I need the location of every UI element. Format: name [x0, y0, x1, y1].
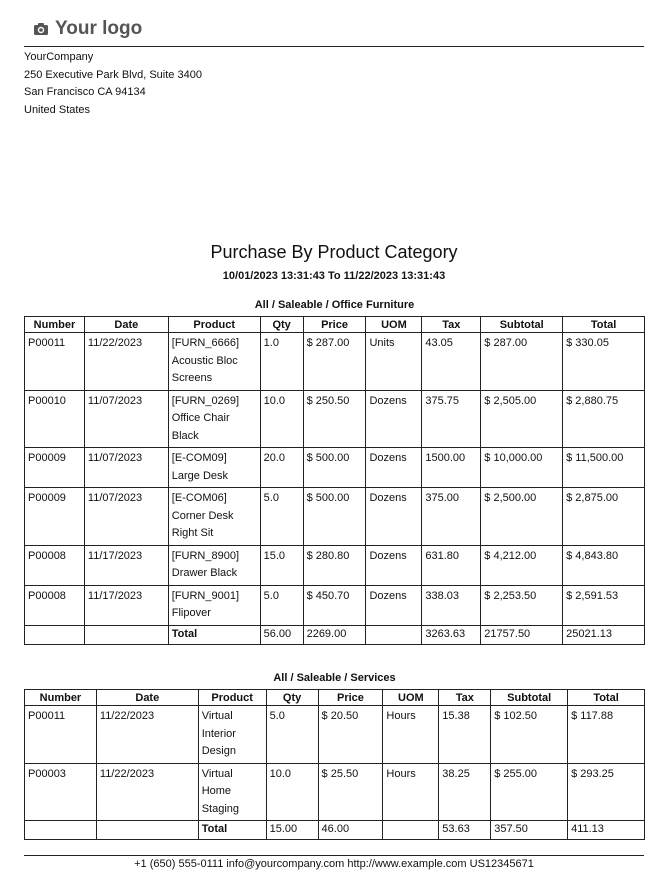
table-row: [25, 545, 645, 585]
totals-price: 46.00: [318, 821, 383, 840]
cell-qty: 20.0: [260, 448, 303, 488]
totals-row: [25, 625, 645, 644]
cell-total: $ 2,880.75: [563, 390, 645, 448]
totals-qty: 56.00: [260, 625, 303, 644]
cell-empty: [25, 625, 85, 644]
totals-total: 411.13: [568, 821, 645, 840]
table-row: [25, 706, 645, 764]
cell-subtotal: $ 2,500.00: [481, 488, 563, 546]
table-header-row: [25, 690, 645, 706]
cell-subtotal: $ 2,253.50: [481, 585, 563, 625]
totals-tax: 53.63: [439, 821, 491, 840]
cell-subtotal: $ 287.00: [481, 333, 563, 391]
cell-qty: 5.0: [260, 488, 303, 546]
company-name: YourCompany: [24, 51, 94, 63]
cell-empty: [84, 625, 168, 644]
cell-tax: 1500.00: [422, 448, 481, 488]
cell-number: P00008: [25, 585, 85, 625]
cell-total: $ 2,875.00: [563, 488, 645, 546]
cell-number: P00009: [25, 448, 85, 488]
cell-number: P00009: [25, 488, 85, 546]
cell-number: P00011: [25, 706, 97, 764]
cell-product: [FURN_0269] Office Chair Black: [168, 390, 260, 448]
col-price-header: Price: [303, 317, 366, 333]
col-number-header: Number: [25, 690, 97, 706]
col-uom-header: UOM: [366, 317, 422, 333]
cell-product: [E-COM06] Corner Desk Right Sit: [168, 488, 260, 546]
cell-uom: Dozens: [366, 585, 422, 625]
cell-total: $ 2,591.53: [563, 585, 645, 625]
cell-date: 11/07/2023: [84, 448, 168, 488]
cell-total: $ 11,500.00: [563, 448, 645, 488]
col-date-header: Date: [96, 690, 198, 706]
cell-price: $ 20.50: [318, 706, 383, 764]
col-total-header: Total: [563, 317, 645, 333]
cell-product: [FURN_9001] Flipover: [168, 585, 260, 625]
cell-tax: 38.25: [439, 763, 491, 821]
category-heading: All / Saleable / Services: [273, 672, 396, 684]
cell-empty: [25, 821, 97, 840]
footer-divider: [24, 855, 644, 856]
col-subtotal-header: Subtotal: [491, 690, 568, 706]
cell-number: P00011: [25, 333, 85, 391]
totals-row: [25, 821, 645, 840]
report-title: Purchase By Product Category: [210, 242, 458, 262]
cell-subtotal: $ 102.50: [491, 706, 568, 764]
cell-number: P00010: [25, 390, 85, 448]
totals-tax: 3263.63: [422, 625, 481, 644]
cell-qty: 10.0: [266, 763, 318, 821]
cell-tax: 15.38: [439, 706, 491, 764]
cell-subtotal: $ 255.00: [491, 763, 568, 821]
company-address: [24, 49, 202, 119]
col-date-header: Date: [84, 317, 168, 333]
cell-price: $ 25.50: [318, 763, 383, 821]
col-product-header: Product: [198, 690, 266, 706]
cell-date: 11/17/2023: [84, 545, 168, 585]
cell-price: $ 280.80: [303, 545, 366, 585]
cell-subtotal: $ 10,000.00: [481, 448, 563, 488]
totals-label: Total: [168, 625, 260, 644]
cell-date: 11/22/2023: [96, 706, 198, 764]
cell-uom: Hours: [383, 706, 439, 764]
cell-product: [FURN_8900] Drawer Black: [168, 545, 260, 585]
camera-icon: [33, 21, 49, 37]
table-row: [25, 488, 645, 546]
table-row: [25, 333, 645, 391]
totals-label: Total: [198, 821, 266, 840]
cell-price: $ 250.50: [303, 390, 366, 448]
totals-subtotal: 21757.50: [481, 625, 563, 644]
col-tax-header: Tax: [439, 690, 491, 706]
cell-price: $ 500.00: [303, 448, 366, 488]
footer-contact: +1 (650) 555-0111 info@yourcompany.com http://www.example.com US12345671: [134, 858, 534, 870]
company-street: 250 Executive Park Blvd, Suite 3400: [24, 68, 202, 81]
table-row: [25, 390, 645, 448]
cell-tax: 338.03: [422, 585, 481, 625]
cell-empty: [383, 821, 439, 840]
totals-qty: 15.00: [266, 821, 318, 840]
cell-uom: Units: [366, 333, 422, 391]
cell-date: 11/07/2023: [84, 390, 168, 448]
col-subtotal-header: Subtotal: [481, 317, 563, 333]
cell-date: 11/22/2023: [96, 763, 198, 821]
cell-total: $ 4,843.80: [563, 545, 645, 585]
col-total-header: Total: [568, 690, 645, 706]
cell-uom: Dozens: [366, 545, 422, 585]
cell-subtotal: $ 2,505.00: [481, 390, 563, 448]
report-date-range: 10/01/2023 13:31:43 To 11/22/2023 13:31:43: [222, 270, 446, 282]
table-row: [25, 448, 645, 488]
cell-qty: 1.0: [260, 333, 303, 391]
logo-text: Your logo: [55, 18, 143, 39]
table-row: [25, 585, 645, 625]
cell-tax: 375.75: [422, 390, 481, 448]
cell-number: P00003: [25, 763, 97, 821]
category-table: [24, 316, 645, 645]
cell-number: P00008: [25, 545, 85, 585]
col-qty-header: Qty: [260, 317, 303, 333]
cell-total: $ 293.25: [568, 763, 645, 821]
cell-subtotal: $ 4,212.00: [481, 545, 563, 585]
table-row: [25, 763, 645, 821]
col-price-header: Price: [318, 690, 383, 706]
cell-product: [E-COM09] Large Desk: [168, 448, 260, 488]
totals-subtotal: 357.50: [491, 821, 568, 840]
col-product-header: Product: [168, 317, 260, 333]
cell-empty: [96, 821, 198, 840]
cell-product: Virtual Home Staging: [198, 763, 266, 821]
cell-price: $ 450.70: [303, 585, 366, 625]
col-uom-header: UOM: [383, 690, 439, 706]
totals-total: 25021.13: [563, 625, 645, 644]
cell-price: $ 500.00: [303, 488, 366, 546]
cell-total: $ 117.88: [568, 706, 645, 764]
cell-tax: 375.00: [422, 488, 481, 546]
company-logo: [33, 18, 142, 40]
category-table: [24, 689, 645, 840]
cell-qty: 5.0: [260, 585, 303, 625]
header-divider: [24, 46, 644, 47]
company-country: United States: [24, 103, 91, 116]
cell-tax: 631.80: [422, 545, 481, 585]
col-tax-header: Tax: [422, 317, 481, 333]
totals-price: 2269.00: [303, 625, 366, 644]
company-city: San Francisco CA 94134: [24, 86, 146, 98]
col-qty-header: Qty: [266, 690, 318, 706]
cell-product: [FURN_6666] Acoustic Bloc Screens: [168, 333, 260, 391]
cell-uom: Dozens: [366, 390, 422, 448]
cell-date: 11/07/2023: [84, 488, 168, 546]
cell-date: 11/22/2023: [84, 333, 168, 391]
cell-empty: [366, 625, 422, 644]
cell-qty: 10.0: [260, 390, 303, 448]
cell-total: $ 330.05: [563, 333, 645, 391]
cell-date: 11/17/2023: [84, 585, 168, 625]
category-heading: All / Saleable / Office Furniture: [254, 299, 415, 311]
cell-uom: Dozens: [366, 488, 422, 546]
cell-qty: 15.0: [260, 545, 303, 585]
cell-uom: Hours: [383, 763, 439, 821]
cell-price: $ 287.00: [303, 333, 366, 391]
cell-qty: 5.0: [266, 706, 318, 764]
col-number-header: Number: [25, 317, 85, 333]
cell-product: Virtual Interior Design: [198, 706, 266, 764]
table-header-row: [25, 317, 645, 333]
cell-uom: Dozens: [366, 448, 422, 488]
cell-tax: 43.05: [422, 333, 481, 391]
